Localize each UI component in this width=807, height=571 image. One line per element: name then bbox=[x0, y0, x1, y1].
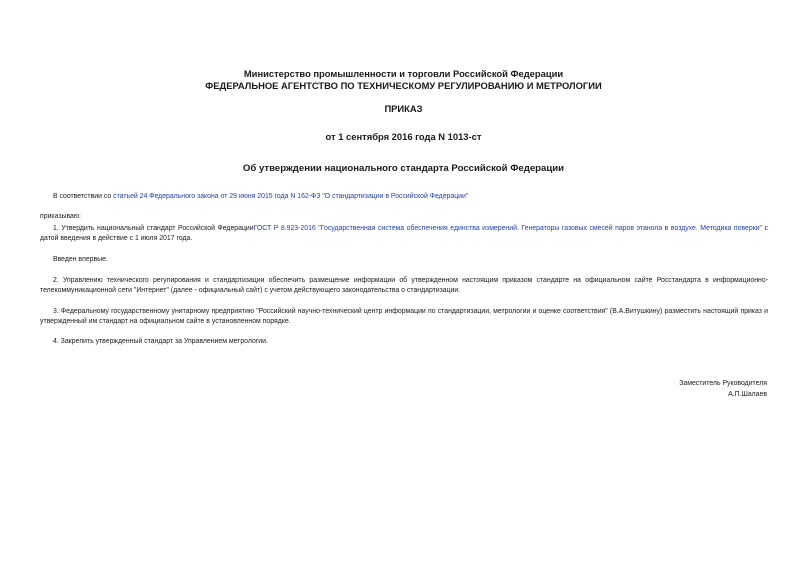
agency-name: ФЕДЕРАЛЬНОЕ АГЕНТСТВО ПО ТЕХНИЧЕСКОМУ РЕГУЛИРОВАНИЮ И МЕТРОЛОГИИ bbox=[205, 80, 602, 91]
order-date-number: от 1 сентября 2016 года N 1013-ст bbox=[325, 131, 482, 142]
item-3-paragraph: 3. Федеральному государственному унитарному предприятию "Российский научно-технический центр информации по стандартизации, метрологии и оценке соответствия" (В.А.Витушкину) разместить настоящий приказ и утвержденный им стандарт на официальном сайте в установленном порядке. bbox=[40, 308, 768, 325]
signatory-position: Заместитель Руководителя bbox=[679, 380, 767, 387]
document-type: ПРИКАЗ bbox=[384, 103, 423, 114]
order-word: приказываю: bbox=[40, 213, 81, 220]
legal-basis-paragraph bbox=[40, 192, 768, 202]
introduced-first-note: Введен впервые. bbox=[53, 256, 108, 263]
item-1-suffix: с датой введения в действие с 1 июля 2017 года. bbox=[40, 225, 768, 242]
item-1-paragraph bbox=[40, 224, 768, 244]
item-4-paragraph: 4. Закрепить утвержденный стандарт за Управлением метрологии. bbox=[53, 338, 268, 345]
item-1-prefix: 1. Утвердить национальный стандарт Российской Федерации bbox=[53, 225, 254, 232]
signatory-name: А.П.Шалаев bbox=[728, 391, 767, 398]
legal-basis-prefix: В соответствии со bbox=[53, 193, 114, 200]
item-2-paragraph: 2. Управлению технического регулирования и стандартизации обеспечить размещение информации об утвержденном настоящим приказом стандарте на официальном сайте Росстандарта в информационно-телекоммуникационной сети "Интернет" (далее - официальный сайт) с учетом действующего законодательства о стандартизации. bbox=[40, 277, 768, 294]
ministry-name: Министерство промышленности и торговли Российской Федерации bbox=[243, 68, 564, 79]
order-subject: Об утверждении национального стандарта Российской Федерации bbox=[242, 163, 565, 174]
federal-law-link[interactable]: статьей 24 Федерального закона от 29 июня 2015 года N 162-ФЗ "О стандартизации в Российской Федерации" bbox=[113, 193, 469, 200]
gost-standard-link[interactable]: ГОСТ Р 8.923-2016 "Государственная система обеспечения единства измерений. Генераторы газовых смесей паров этанола в воздухе. Методика поверки" bbox=[253, 225, 763, 232]
